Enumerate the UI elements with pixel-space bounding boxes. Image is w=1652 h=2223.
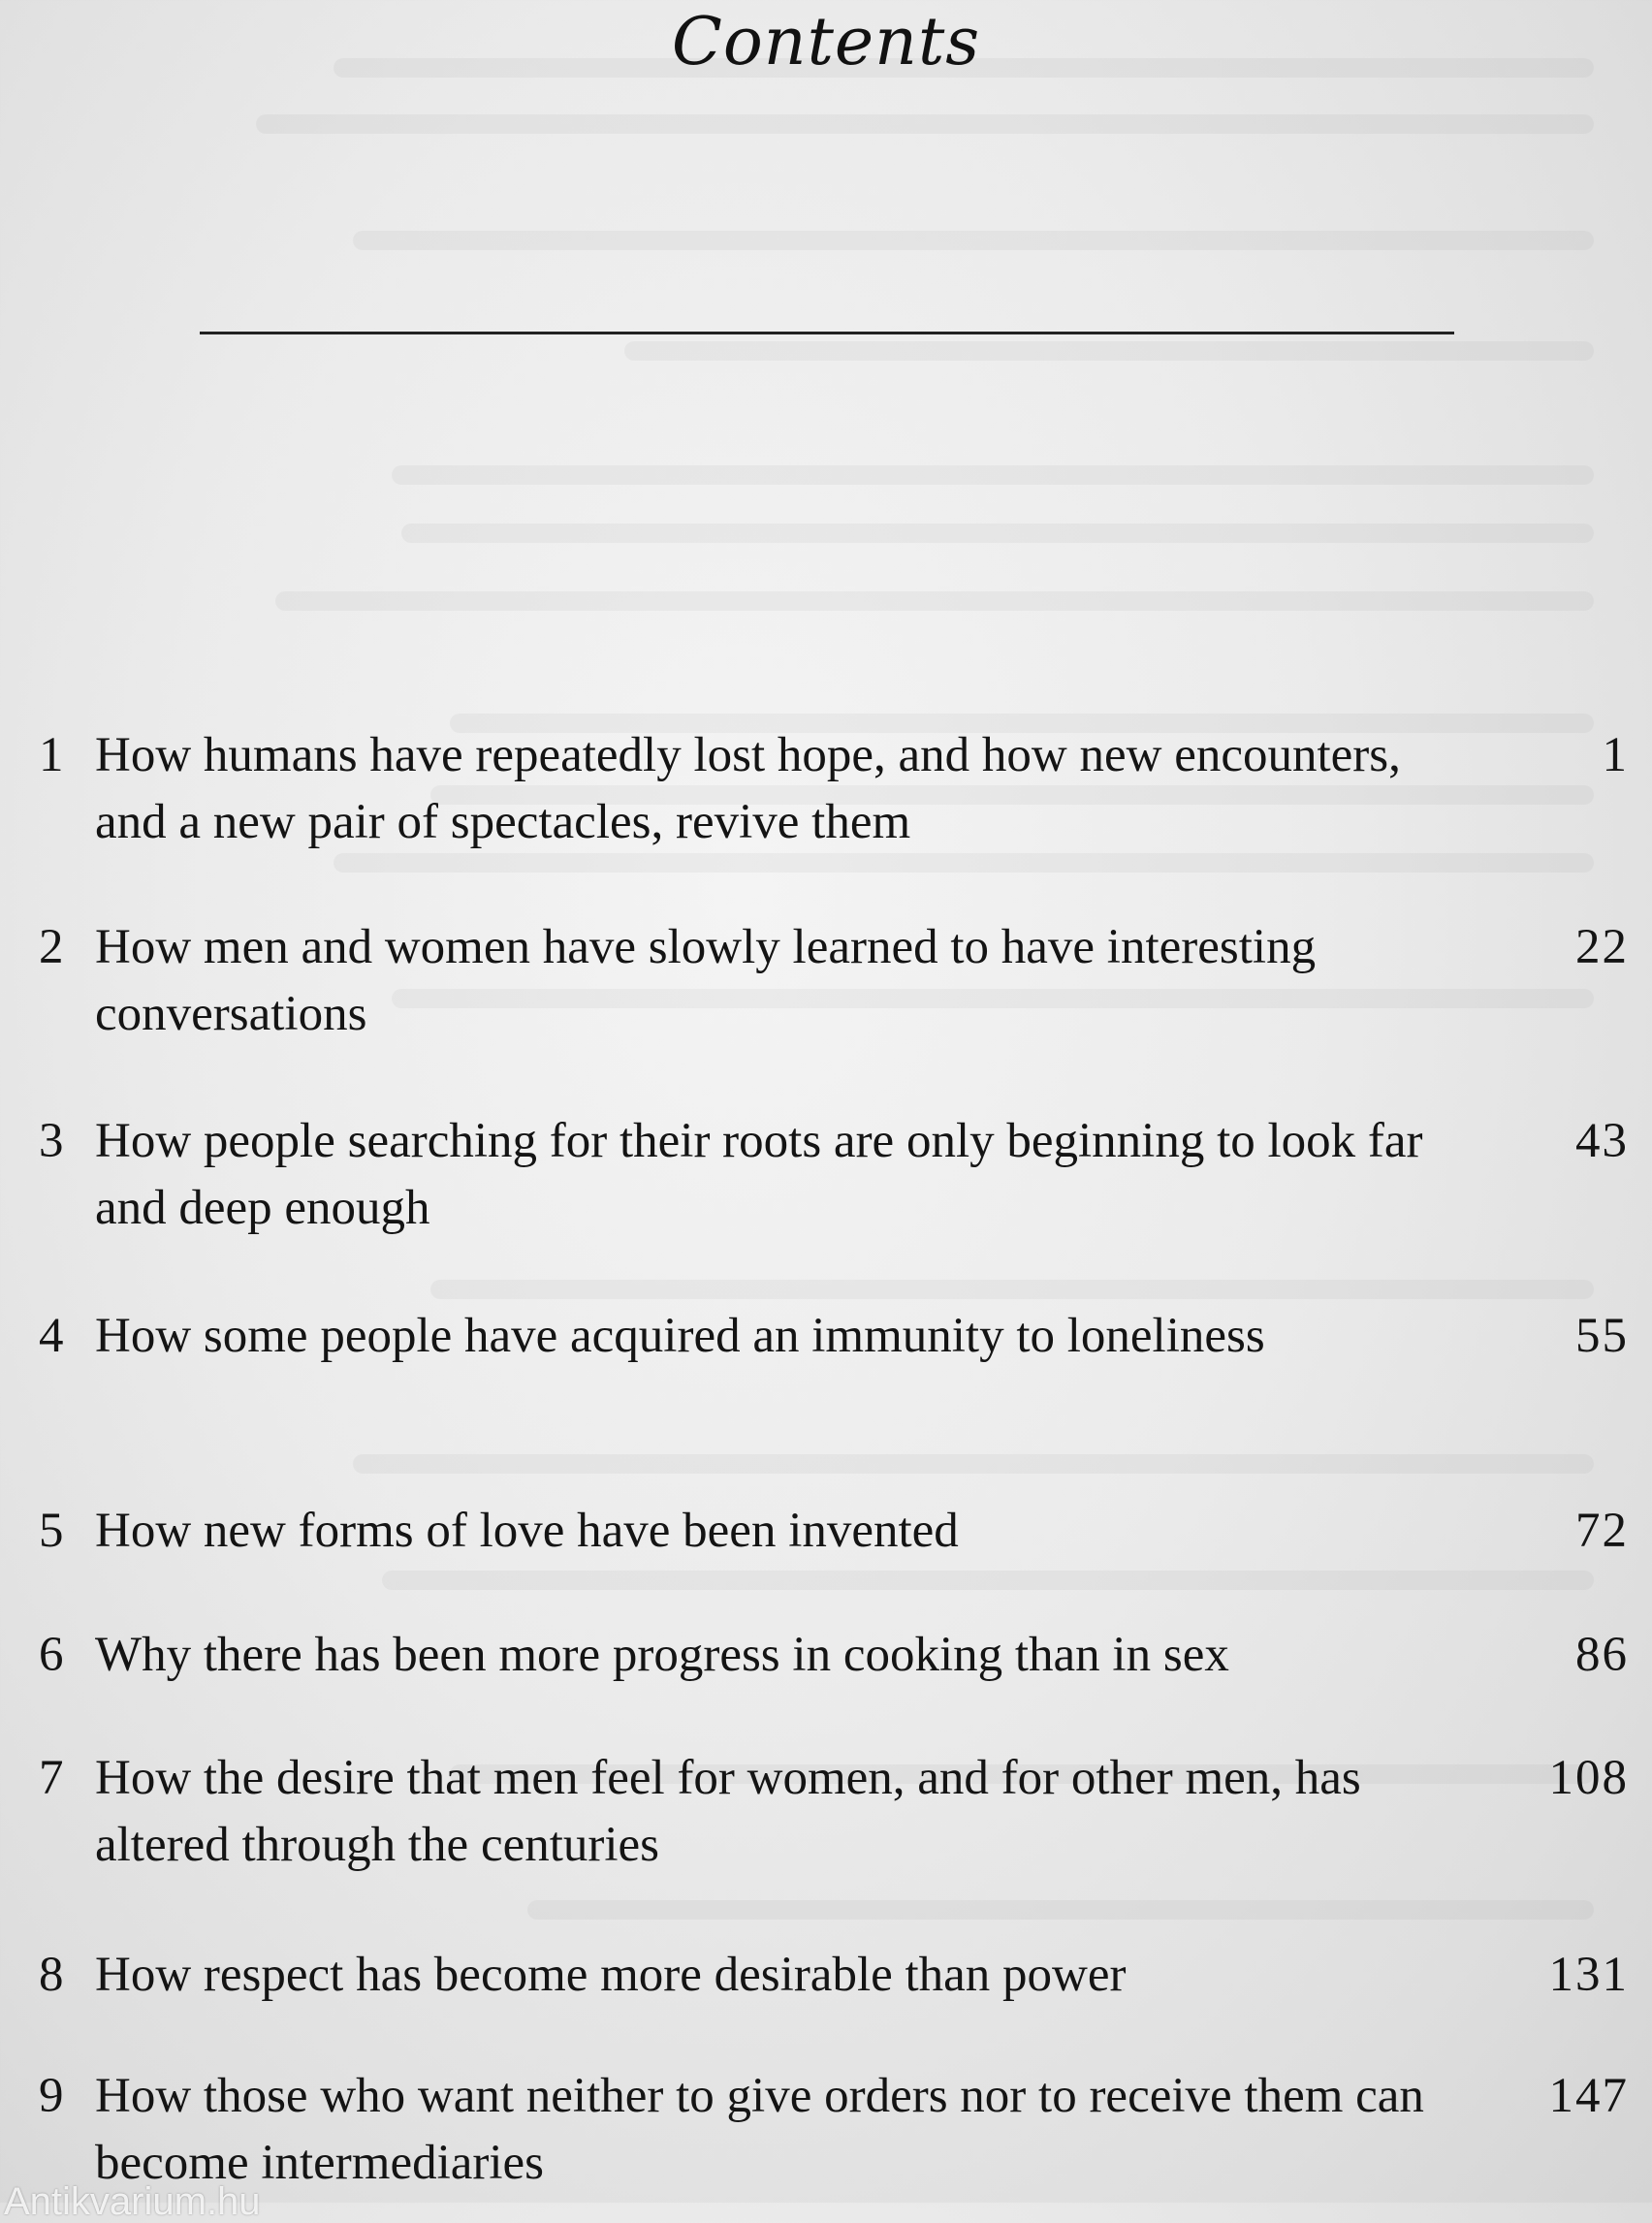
page-number: 22 [1575, 920, 1629, 974]
page-number: 108 [1548, 1751, 1629, 1805]
chapter-number: 1 [39, 728, 64, 782]
chapter-title[interactable]: How men and women have slowly learned to have interesting conversations [95, 920, 1317, 1041]
chapter-number: 5 [39, 1504, 64, 1558]
chapter-number: 4 [39, 1309, 64, 1363]
watermark: Antikvarium.hu [4, 2180, 261, 2223]
chapter-title[interactable]: How people searching for their roots are only beginning to look far and deep enough [95, 1114, 1423, 1235]
chapter-title[interactable]: How those who want neither to give orders nor to receive them can become intermediaries [95, 2069, 1424, 2190]
page-title: Contents [671, 4, 981, 80]
chapter-title[interactable]: How some people have acquired an immunity to loneliness [95, 1309, 1265, 1363]
chapter-title[interactable]: How humans have repeatedly lost hope, and how new encounters, and a new pair of spectacles, revive them [95, 728, 1401, 849]
chapter-title[interactable]: How respect has become more desirable than power [95, 1948, 1127, 2002]
chapter-number: 2 [39, 920, 64, 974]
page-number: 86 [1575, 1628, 1629, 1682]
chapter-number: 8 [39, 1948, 64, 2002]
chapter-number: 9 [39, 2069, 64, 2123]
chapter-title[interactable]: Why there has been more progress in cooking than in sex [95, 1628, 1229, 1682]
page-number: 43 [1575, 1114, 1629, 1168]
chapter-number: 7 [39, 1751, 64, 1805]
chapter-title[interactable]: How new forms of love have been invented [95, 1504, 959, 1558]
page-number: 147 [1548, 2069, 1629, 2123]
page-number: 1 [1602, 728, 1629, 782]
page-number: 72 [1575, 1504, 1629, 1558]
chapter-number: 6 [39, 1628, 64, 1682]
page-number: 131 [1548, 1948, 1629, 2002]
page-number: 55 [1575, 1309, 1629, 1363]
chapter-title[interactable]: How the desire that men feel for women, and for other men, has altered through the centuries [95, 1751, 1361, 1872]
chapter-number: 3 [39, 1114, 64, 1168]
